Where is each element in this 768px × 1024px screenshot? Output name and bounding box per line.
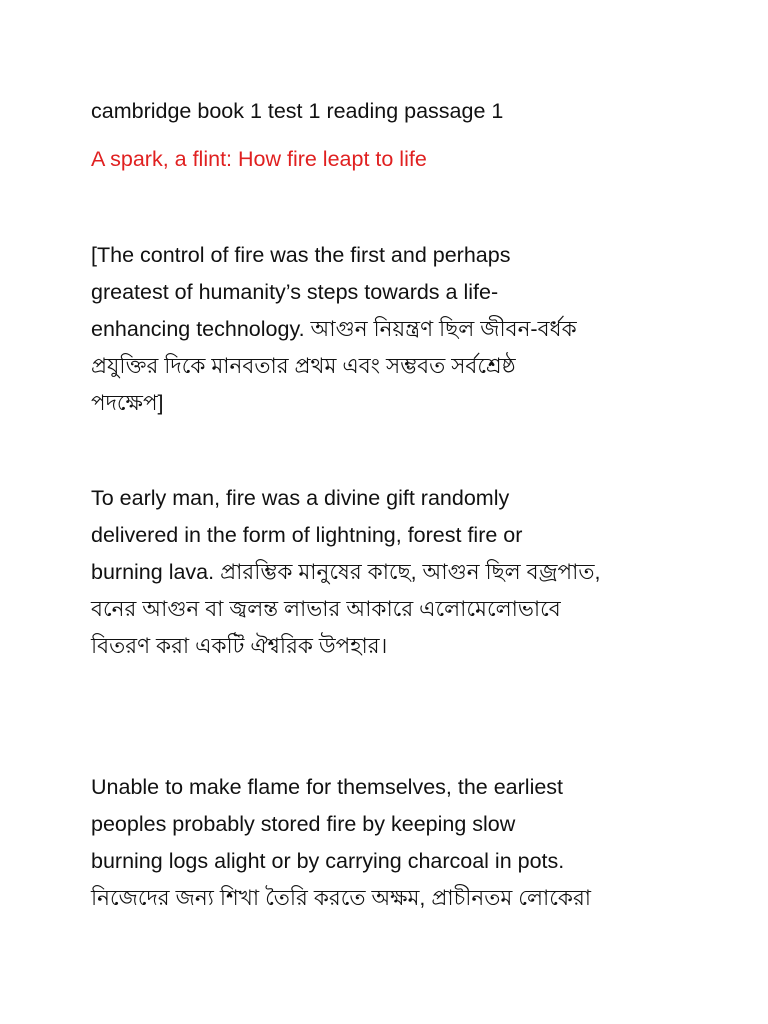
text-line: পদক্ষেপ] xyxy=(91,391,164,415)
text-line: burning lava. প্রারম্ভিক মানুষের কাছে, আগুন ছিল বজ্রপাত, xyxy=(91,560,601,584)
passage-title: A spark, a flint: How fire leapt to life xyxy=(91,147,427,171)
text-line: Unable to make flame for themselves, the earliest xyxy=(91,775,564,799)
text-line: [The control of fire was the first and perhaps xyxy=(91,243,511,267)
text-line: নিজেদের জন্য শিখা তৈরি করতে অক্ষম, প্রাচীনতম লোকেরা xyxy=(91,886,592,910)
text-line: বিতরণ করা একটি ঐশ্বরিক উপহার। xyxy=(91,634,388,658)
text-line: delivered in the form of lightning, forest fire or xyxy=(91,523,523,547)
text-line: To early man, fire was a divine gift randomly xyxy=(91,486,510,510)
text-line: বনের আগুন বা জ্বলন্ত লাভার আকারে এলোমেলোভাবে xyxy=(91,597,561,621)
text-line: প্রযুক্তির দিকে মানবতার প্রথম এবং সম্ভবত সর্বশ্রেষ্ঠ xyxy=(91,354,516,378)
document-heading: cambridge book 1 test 1 reading passage 1 xyxy=(91,99,504,123)
text-line: enhancing technology. আগুন নিয়ন্ত্রণ ছিল জীবন-বর্ধক xyxy=(91,317,577,341)
text-line: greatest of humanity’s steps towards a life- xyxy=(91,280,499,304)
text-line: burning logs alight or by carrying charcoal in pots. xyxy=(91,849,565,873)
text-line: peoples probably stored fire by keeping slow xyxy=(91,812,516,836)
